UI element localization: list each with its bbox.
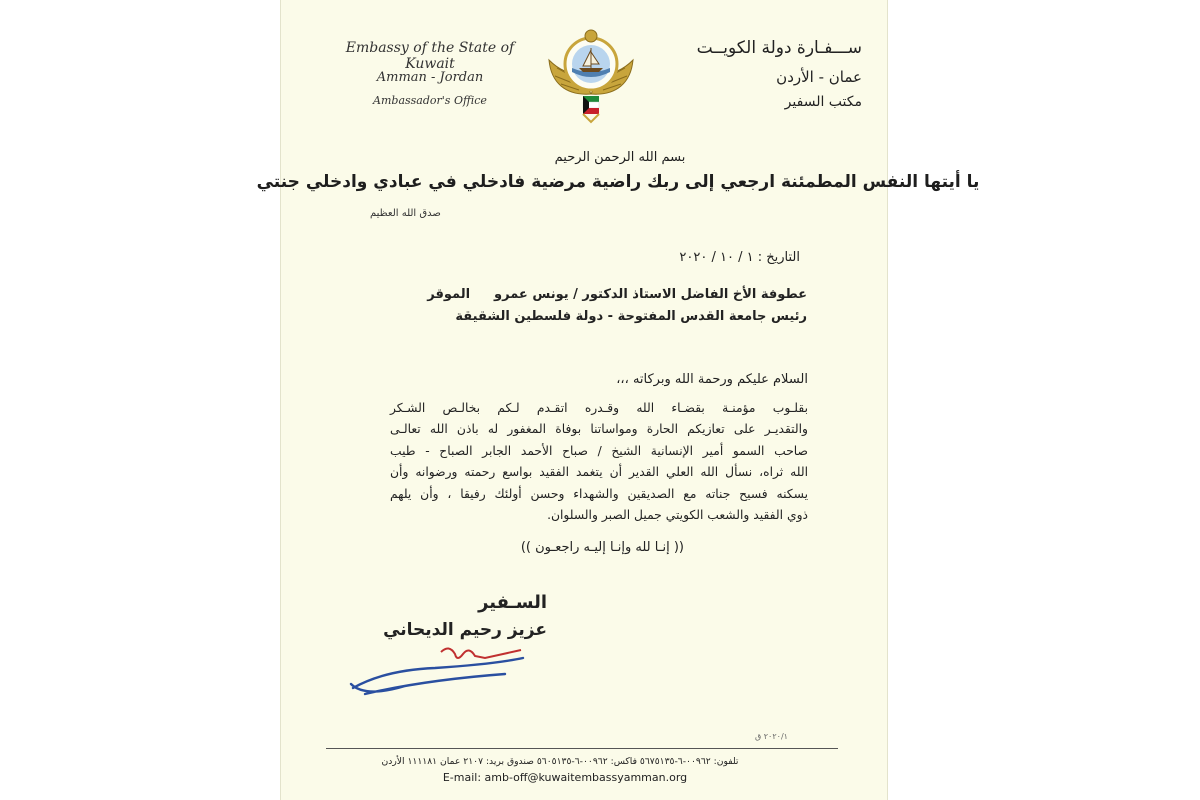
footer-divider <box>326 748 838 749</box>
letterhead-arabic-city: عمان - الأردن <box>776 68 862 86</box>
verse-closing: صدق الله العظيم <box>370 208 441 219</box>
addressee-rank: الموقر <box>427 287 471 302</box>
addressee-name: عطوفة الأخ الفاضل الاستاذ الدكتور / يونس عمرو <box>494 287 807 302</box>
letter-greeting: السلام عليكم ورحمة الله وبركاته ،،، <box>616 372 808 387</box>
letter-date: التاريخ : ١ / ١٠ / ٢٠٢٠ <box>679 250 800 265</box>
paragraph-line: يسكنه فسيح جناته مع الصديقين والشهداء وحسن أولئك رفيقا ، وأن يلهم <box>390 486 808 501</box>
letterhead-english-city: Amman - Jordan <box>376 70 484 85</box>
footer-email: E-mail: amb-off@kuwaitembassyamman.org <box>442 771 688 784</box>
footer-contact: تلفون: ٠٠٩٦٢-٦-٥٦٧٥١٣٥ فاكس: ٠٠٩٦٢-٦-٥٦٠٥١٣٥ صندوق بريد: ٢١٠٧ عمان ١١١١٨١ الأردن <box>381 756 739 767</box>
paragraph-line: صاحب السمو أمير الإنسانية الشيخ / صباح الأحمد الجابر الصباح - طيب <box>390 443 808 458</box>
kuwait-coat-of-arms-icon <box>545 24 637 128</box>
paragraph-line: ذوي الفقيد والشعب الكويتي جميل الصبر والسلوان. <box>547 508 808 523</box>
paragraph-line: بقلـوب مؤمنـة بقضـاء الله وقـدره اتقـدم لـكم بخالـص الشـكر <box>390 401 808 415</box>
handwritten-signature-icon <box>345 640 535 700</box>
paragraph-line: الله ثراه، نسأل الله العلي القدير أن يتغمد الفقيد بواسع رحمته ورضوانه وأن <box>390 465 808 480</box>
letterhead-arabic-embassy: ســـفـارة دولة الكويــت <box>696 38 862 58</box>
letter-prayer: (( إنـا لله وإنـا إليـه راجعـون )) <box>520 540 684 555</box>
addressee-line <box>427 287 807 302</box>
quran-verse: يا أيتها النفس المطمئنة ارجعي إلى ربك راضية مرضية فادخلي في عبادي وادخلي جنتي <box>256 172 980 192</box>
addressee-title: رئيس جامعة القدس المفتوحة - دولة فلسطين الشقيقة <box>455 309 807 324</box>
reference-number: ٢٠٢٠/١ ق <box>755 732 788 741</box>
signatory-title: السـفير <box>478 592 547 613</box>
letterhead-english-embassy: Embassy of the State of Kuwait <box>345 40 515 72</box>
paragraph-line: والتقديـر على تعازيكم الحارة ومواساتنا بوفاة المغفور له باذن الله تعالـى <box>390 422 808 437</box>
letterhead-english-office: Ambassador's Office <box>373 94 487 107</box>
letter-paragraph <box>390 398 808 526</box>
basmala-line: بسم الله الرحمن الرحيم <box>554 150 686 165</box>
letterhead-arabic-office: مكتب السفير <box>784 94 862 110</box>
signatory-name: عزيز رحيم الديحاني <box>383 620 547 640</box>
